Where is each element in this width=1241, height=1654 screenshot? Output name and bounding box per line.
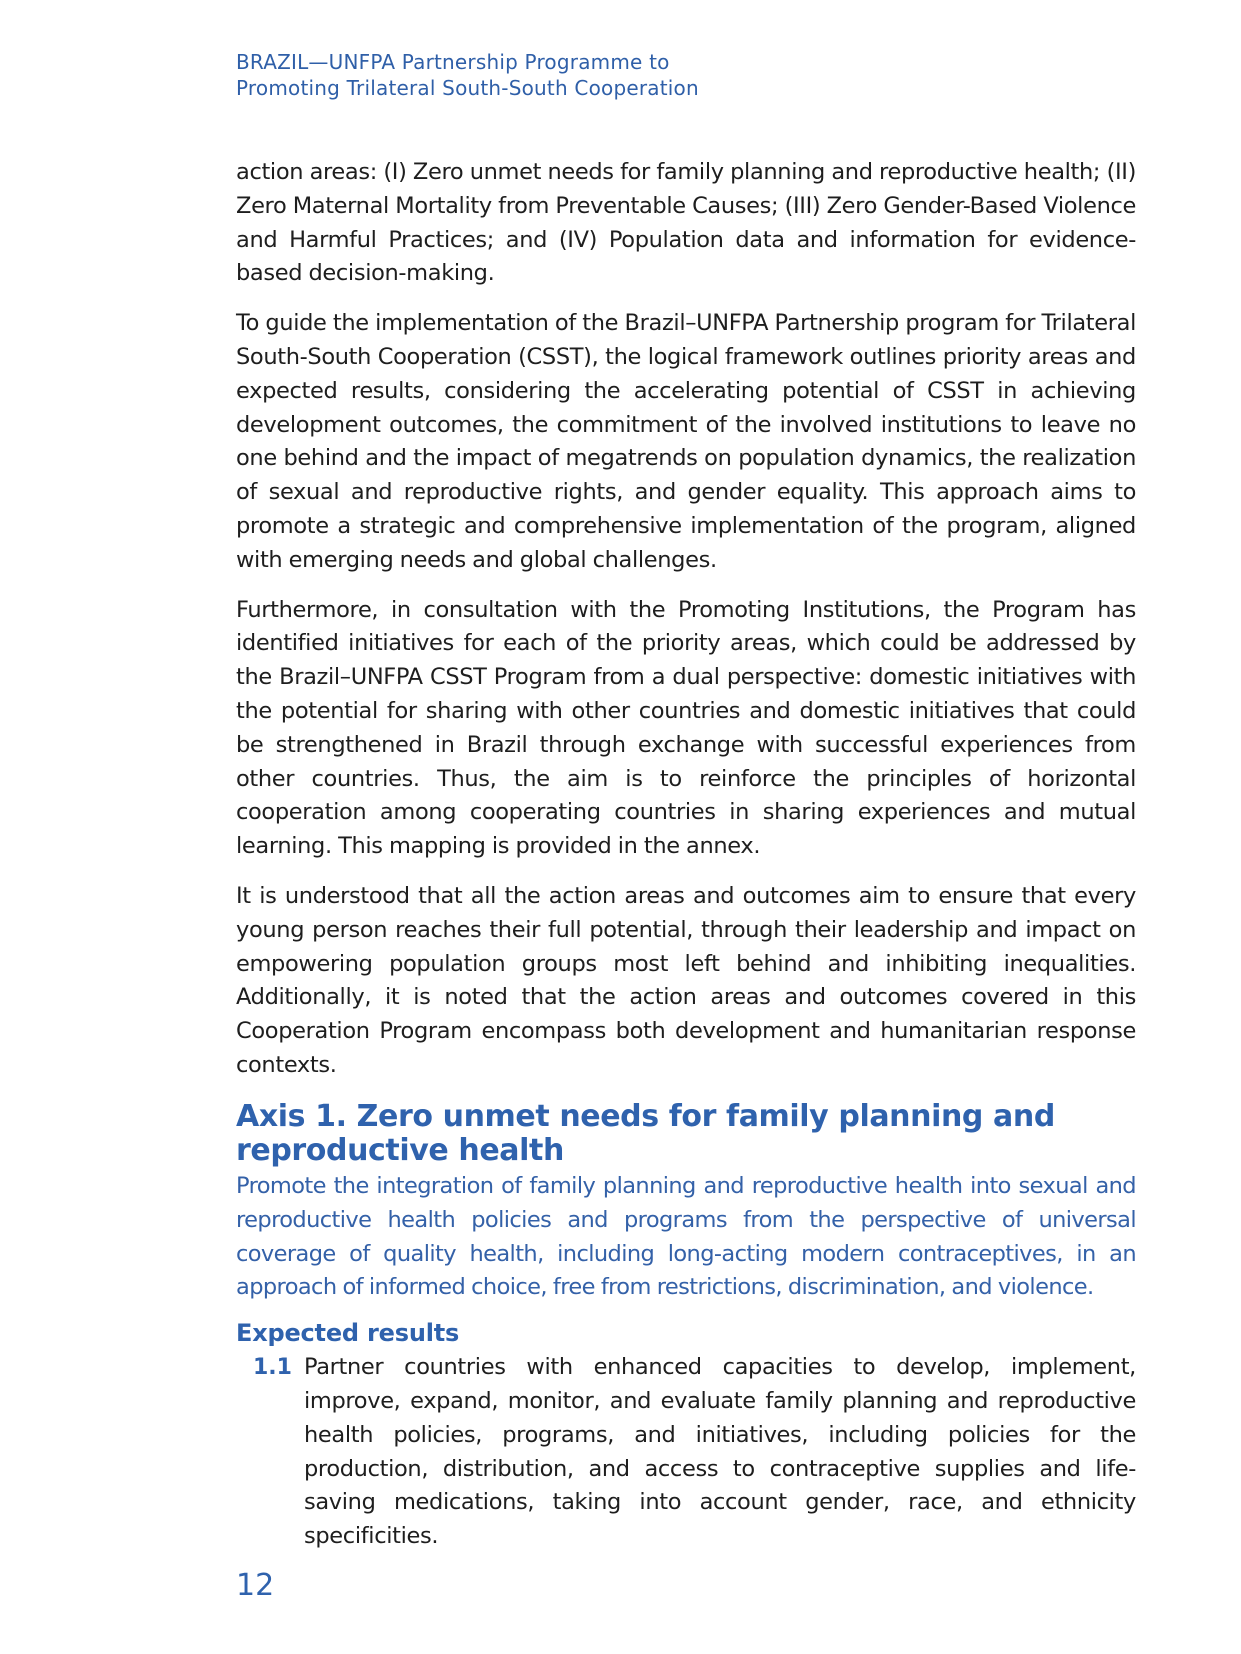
body-text [236,156,1136,1083]
axis-1-heading [236,1100,1136,1168]
axis-1-heading-line-2: reproductive health [236,1133,564,1168]
page-number: 12 [236,1568,275,1603]
expected-results-heading: Expected results [236,1319,460,1348]
paragraph-initiatives: Furthermore, in consultation with the Promoting Institutions, the Program has identified initiatives for each of the priority areas, which could be addressed by the Brazil–UNFPA CSST Program from a dual perspective: domestic initiatives with the potential for sharing with other countries and domestic initiatives that could be strengthened in Brazil through exchange with successful experiences from other countries. Thus, the aim is to reinforce the principles of horizontal cooperation among cooperating countries in sharing experiences and mutual learning. This mapping is provided in the annex. [236,596,1136,860]
paragraph-logical-framework: To guide the implementation of the Brazil–UNFPA Partnership program for Trilateral South-South Cooperation (CSST), the logical framework outlines priority areas and expected results, considering the accelerating potential of CSST in achieving development outcomes, the commitment of the involved institutions to leave no one behind and the impact of megatrends on population dynamics, the realization of sexual and reproductive rights, and gender equality. This approach aims to promote a strategic and comprehensive implementation of the program, aligned with emerging needs and global challenges. [236,310,1136,573]
running-header [236,49,699,101]
expected-result-number: 1.1 [253,1355,292,1381]
axis-1-heading-line-1: Axis 1. Zero unmet needs for family planning and [236,1099,1055,1134]
document-page [236,0,1136,1654]
expected-result-text: Partner countries with enhanced capacities to develop, implement, improve, expand, monitor, and evaluate family planning and reproductive health policies, programs, and initiatives, including policies for the production, distribution, and access to contraceptive supplies and life-saving medications, taking into account gender, race, and ethnicity specificities. [304,1354,1136,1550]
expected-result-item [236,1351,1136,1554]
running-header-line-1: BRAZIL—UNFPA Partnership Programme to [236,50,670,74]
axis-1-intro: Promote the integration of family planning and reproductive health into sexual and reproductive health policies and programs from the perspective of universal coverage of quality health, including long-acting modern contraceptives, in an approach of informed choice, free from restrictions, discrimination, and violence. [236,1173,1136,1301]
axis-1-section [236,1100,1136,1554]
paragraph-action-areas: action areas: (I) Zero unmet needs for family planning and reproductive health; (II) Zero Maternal Mortality from Preventable Causes; (III) Zero Gender-Based Violence and Harmful Practices; and (IV) Population data and information for evidence-based decision-making. [236,159,1136,287]
paragraph-young-people: It is understood that all the action areas and outcomes aim to ensure that every young person reaches their full potential, through their leadership and impact on empowering population groups most left behind and inhibiting inequalities. Additionally, it is noted that the action areas and outcomes covered in this Cooperation Program encompass both development and humanitarian response contexts. [236,882,1136,1078]
running-header-line-2: Promoting Trilateral South-South Cooperation [236,76,699,100]
